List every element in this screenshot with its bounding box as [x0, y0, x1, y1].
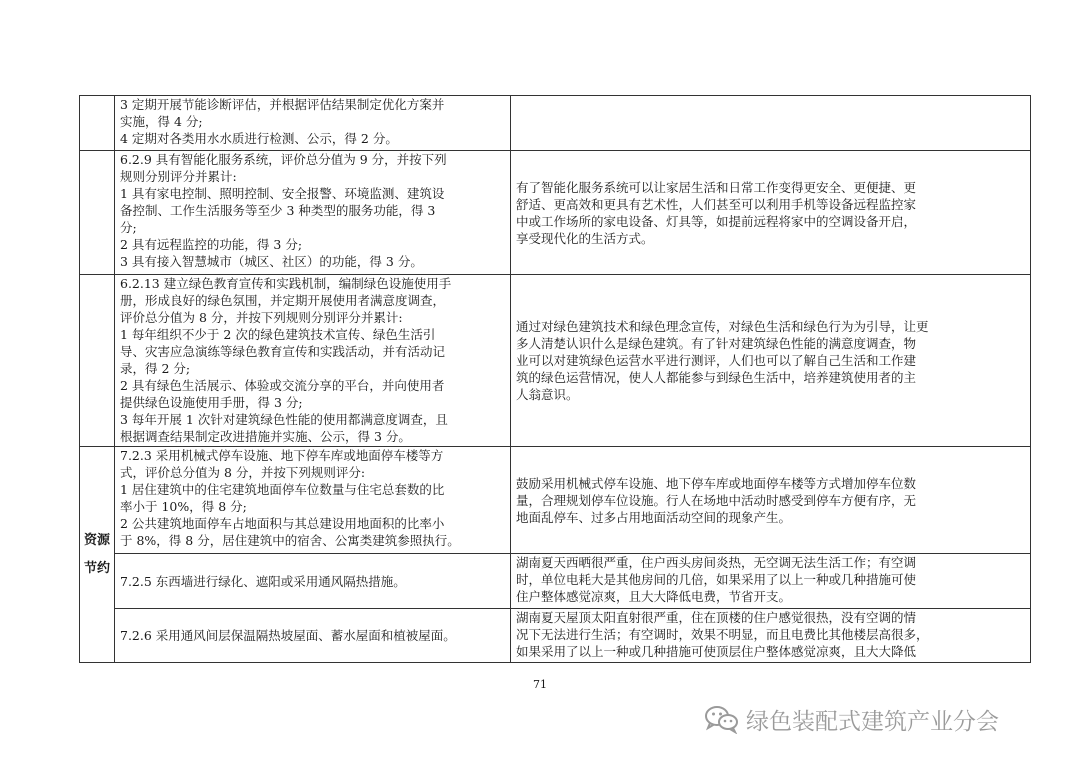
explanation-line: 住户整体感觉凉爽，且大大降低电费，节省开支。 [516, 589, 792, 604]
explanation-line: 湖南夏天西晒很严重，住户西头房间炎热，无空调无法生活工作；有空调 [516, 555, 917, 570]
criteria-cell [115, 275, 511, 447]
criteria-line: 册，形成良好的绿色氛围，并定期开展使用者满意度调查， [120, 293, 446, 308]
criteria-line: 率小于 10%，得 8 分; [120, 499, 247, 514]
criteria-cell [115, 96, 511, 151]
explanation-line: 通过对绿色建筑技术和绿色理念宣传，对绿色生活和绿色行为为引导，让更 [516, 319, 929, 334]
criteria-line: 提供绿色设施使用手册，得 3 分; [120, 395, 303, 410]
explanation-cell [511, 151, 1031, 275]
explanation-line: 地面乱停车、过多占用地面活动空间的现象产生。 [516, 509, 792, 525]
category-cell-empty [80, 275, 115, 447]
criteria-line: 式，评价总分值为 8 分，并按下列规则评分: [120, 465, 366, 480]
page-number: 71 [533, 678, 547, 691]
watermark-text: 绿色装配式建筑产业分会 [746, 708, 999, 735]
standards-table [79, 95, 1031, 663]
explanation-line: 人翁意识。 [516, 387, 579, 402]
explanation-line: 况下无法进行生活；有空调时，效果不明显，而且电费比其他楼层高很多， [516, 627, 929, 642]
criteria-line: 2 具有远程监控的功能，得 3 分; [120, 237, 303, 252]
category-label: 节约 [83, 560, 110, 576]
explanation-line: 时，单位电耗大是其他房间的几倍，如果采用了以上一种或几种措施可使 [516, 572, 917, 587]
criteria-line: 1 具有家电控制、照明控制、安全报警、环境监测、建筑设 [120, 186, 445, 201]
explanation-line: 业可以对建筑绿色运营水平进行测评，人们也可以了解自己生活和工作建 [516, 353, 917, 368]
explanation-line: 筑的绿色运营情况，使人人都能参与到绿色生活中，培养建筑使用者的主 [516, 370, 917, 385]
criteria-line: 6.2.9 具有智能化服务系统，评价总分值为 9 分，并按下列 [120, 152, 447, 167]
criteria-line: 1 每年组织不少于 2 次的绿色建筑技术宣传、绿色生活引 [120, 327, 436, 342]
criteria-line: 评价总分值为 8 分，并按下列规则分别评分并累计: [120, 310, 403, 325]
criteria-line: 2 公共建筑地面停车占地面积与其总建设用地面积的比率小 [120, 516, 445, 531]
explanation-line: 量，合理规划停车位设施。行人在场地中活动时感受到停车方便有序，无 [516, 492, 917, 508]
explanation-line: 鼓励采用机械式停车设施、地下停车库或地面停车楼等方式增加停车位数 [516, 475, 917, 491]
explanation-line: 中或工作场所的家电设备、灯具等，如提前远程将家中的空调设备开启， [516, 213, 917, 229]
criteria-cell [115, 151, 511, 275]
explanation-line: 享受现代化的生活方式。 [516, 230, 654, 246]
table-row [80, 151, 1031, 275]
criteria-line: 规则分别评分并累计: [120, 169, 237, 184]
criteria-line: 7.2.5 东西墙进行绿化、遮阳或采用通风隔热措施。 [120, 573, 406, 589]
criteria-line: 6.2.13 建立绿色教育宣传和实践机制，编制绿色设施使用手 [120, 276, 452, 291]
criteria-line: 7.2.3 采用机械式停车设施、地下停车库或地面停车楼等方 [120, 448, 444, 463]
table-row [80, 554, 1031, 609]
criteria-cell [115, 554, 511, 609]
table-row [80, 447, 1031, 554]
criteria-line: 2 具有绿色生活展示、体验或交流分享的平台，并向使用者 [120, 378, 445, 393]
criteria-line: 7.2.6 采用通风间层保温隔热坡屋面、蓄水屋面和植被屋面。 [120, 628, 456, 643]
criteria-line: 1 居住建筑中的住宅建筑地面停车位数量与住宅总套数的比 [120, 482, 445, 497]
table-row [80, 275, 1031, 447]
criteria-line: 3 具有接入智慧城市（城区、社区）的功能，得 3 分。 [120, 254, 423, 269]
explanation-line: 湖南夏天屋顶太阳直射很严重，住在顶楼的住户感觉很热，没有空调的情 [516, 610, 917, 625]
explanation-line: 如果采用了以上一种或几种措施可使顶层住户整体感觉凉爽，且大大降低 [516, 644, 917, 659]
explanation-line: 多人清楚认识什么是绿色建筑。有了针对建筑绿色性能的满意度调查，物 [516, 336, 917, 351]
explanation-cell-empty [511, 96, 1031, 151]
explanation-cell [511, 447, 1031, 554]
criteria-line: 备控制、工作生活服务等至少 3 种类型的服务功能，得 3 [120, 203, 436, 218]
explanation-line: 有了智能化服务系统可以让家居生活和日常工作变得更安全、更便捷、更 [516, 179, 917, 195]
criteria-line: 分; [120, 220, 137, 235]
criteria-line: 录，得 2 分; [120, 361, 191, 376]
criteria-line: 3 每年开展 1 次针对建筑绿色性能的使用都满意度调查，且 [120, 412, 448, 427]
criteria-line: 3 定期开展节能诊断评估，并根据评估结果制定优化方案并 [120, 97, 445, 112]
explanation-line: 舒适、更高效和更具有艺术性，人们甚至可以利用手机等设备远程监控家 [516, 196, 917, 212]
criteria-line: 4 定期对各类用水水质进行检测、公示，得 2 分。 [120, 131, 398, 146]
table-row [80, 609, 1031, 663]
category-cell-empty [80, 96, 115, 151]
criteria-cell [115, 447, 511, 554]
criteria-line: 导、灾害应急演练等绿色教育宣传和实践活动，并有活动记 [120, 344, 446, 359]
criteria-line: 于 8%，得 8 分，居住建筑中的宿舍、公寓类建筑参照执行。 [120, 533, 460, 548]
criteria-line: 根据调查结果制定改进措施并实施、公示，得 3 分。 [120, 429, 411, 444]
criteria-line: 实施，得 4 分; [120, 114, 203, 129]
category-cell [80, 447, 115, 663]
explanation-cell [511, 609, 1031, 663]
criteria-cell [115, 609, 511, 663]
explanation-cell [511, 554, 1031, 609]
category-label: 资源 [83, 532, 110, 548]
wechat-icon [704, 704, 740, 734]
explanation-cell [511, 275, 1031, 447]
category-cell-empty [80, 151, 115, 275]
table-row [80, 96, 1031, 151]
watermark [704, 702, 999, 736]
